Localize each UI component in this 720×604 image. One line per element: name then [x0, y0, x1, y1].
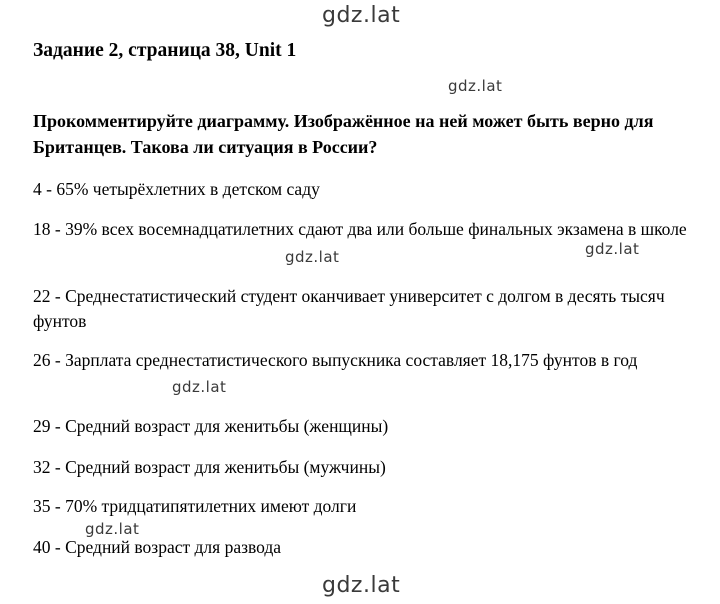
- watermark: gdz.lat: [448, 77, 503, 95]
- watermark-bottom: gdz.lat: [322, 573, 401, 598]
- list-item: 26 - Зарплата среднестатистического выпускника составляет 18,175 фунтов в год: [33, 350, 638, 370]
- list-item: 18 - 39% всех восемнадцатилетних сдают два или больше финальных экзамена в школе: [33, 219, 687, 239]
- watermark-top: gdz.lat: [322, 3, 401, 28]
- watermark: gdz.lat: [172, 378, 227, 396]
- list-item: 4 - 65% четырёхлетних в детском саду: [33, 179, 320, 199]
- watermark: gdz.lat: [585, 240, 640, 258]
- question-text: Прокомментируйте диаграмму. Изображённое на ней может быть верно для Британцев. Такова ли ситуация в России?: [33, 111, 654, 157]
- list-item: 29 - Средний возраст для женитьбы (женщины): [33, 416, 389, 436]
- page-title: Задание 2, страница 38, Unit 1: [33, 40, 297, 61]
- list-item: 35 - 70% тридцатипятилетних имеют долги: [33, 496, 357, 516]
- list-item: 22 - Среднестатистический студент оканчивает университет с долгом в десять тысяч фунтов: [33, 286, 665, 331]
- watermark: gdz.lat: [85, 520, 140, 538]
- list-item: 40 - Средний возраст для развода: [33, 537, 282, 557]
- list-item: 32 - Средний возраст для женитьбы (мужчины): [33, 457, 386, 477]
- watermark: gdz.lat: [285, 248, 340, 266]
